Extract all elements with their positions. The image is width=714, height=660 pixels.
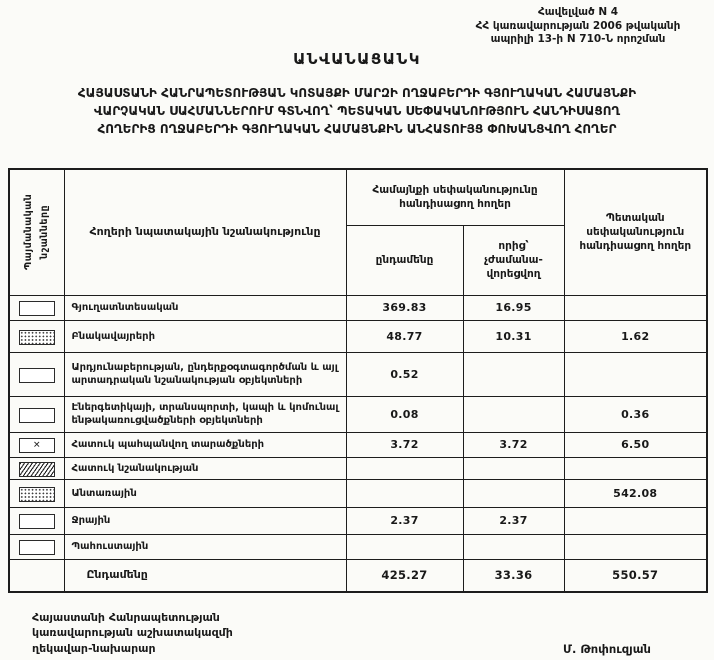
community-ofwhich-cell [463,534,564,559]
table-row [9,457,707,479]
community-ofwhich-cell: 16.95 [463,295,564,320]
symbols-column-header [9,169,64,295]
appendix-line-1: Հավելված N 4 [537,6,619,18]
land-category-label: Էներգետիկայի, տրանսպորտի, կապի և կոմունալ ենթակառուցվածքների օբյեկտների [64,396,346,432]
community-total-header: ընդամենը [346,225,463,295]
legend-swatch [19,438,55,453]
community-total-cell: 3.72 [346,432,463,457]
appendix-line-3: ապրիլի 13-ի N 710-Ն որոշման [490,33,666,46]
table-row [9,432,707,457]
legend-cell [9,507,64,534]
community-total-cell: 48.77 [346,320,463,352]
table-row [9,352,707,396]
legend-swatch [19,487,55,502]
table-row [9,320,707,352]
subtitle-line-2: ՎԱՐՉԱԿԱՆ ՍԱՀՄԱՆՆԵՐՈՒՄ ԳՏՆՎՈՂ՝ ՊԵՏԱԿԱՆ ՍԵՓԱԿԱՆՈՒԹՅՈՒՆ ՀԱՆԴԻՍԱՑՈՂ [93,104,621,118]
land-category-label: Ջրային [64,507,346,534]
ofwhich-header-line-2: վորեցվող [486,268,541,281]
symbols-header-label: Պայմանական նշանները [22,194,50,271]
total-label: Ընդամենը [64,559,346,592]
legend-swatch [19,540,55,555]
table-row [9,534,707,559]
document-subtitle [0,84,714,138]
total-community-ofwhich-cell: 33.36 [463,559,564,592]
total-state-cell: 550.57 [564,559,707,592]
total-community-total-cell: 425.27 [346,559,463,592]
land-category-label: Արդյունաբերության, ընդերքօգտագործման և այլ արտադրական նշանակության օբյեկտների [64,352,346,396]
legend-cell [9,432,64,457]
table-row [9,479,707,507]
land-category-label: Գյուղատնտեսական [64,295,346,320]
land-category-label: Պահուստային [64,534,346,559]
legend-cell [9,396,64,432]
land-allocation-table [8,168,708,593]
community-total-cell: 0.52 [346,352,463,396]
purpose-column-header: Հողերի նպատակային նշանակությունը [64,169,346,295]
community-ofwhich-header [463,225,564,295]
signature-line-1: Հայաստանի Հանրապետության [32,611,220,624]
community-ofwhich-cell: 10.31 [463,320,564,352]
community-ofwhich-cell [463,352,564,396]
state-cell [564,507,707,534]
state-cell: 1.62 [564,320,707,352]
legend-swatch [19,462,55,477]
community-group-header: Համայնքի սեփականությունը հանդիսացող հողեր [346,169,564,225]
table-row [9,295,707,320]
legend-cell [9,457,64,479]
legend-swatch [19,514,55,529]
state-cell: 6.50 [564,432,707,457]
state-cell: 0.36 [564,396,707,432]
legend-cell [9,479,64,507]
community-total-cell: 0.08 [346,396,463,432]
table-row [9,507,707,534]
ofwhich-header-line-1: որից՝ չժամանա- [484,239,543,266]
state-cell [564,352,707,396]
legend-cell [9,534,64,559]
community-total-cell [346,479,463,507]
signature-block [32,610,233,656]
signature-line-3: ղեկավար-նախարար [32,641,156,655]
land-category-label: Անտառային [64,479,346,507]
legend-swatch [19,408,55,423]
community-ofwhich-cell: 2.37 [463,507,564,534]
community-ofwhich-cell [463,457,564,479]
legend-cell-empty [9,559,64,592]
subtitle-line-1: ՀԱՅԱՍՏԱՆԻ ՀԱՆՐԱՊԵՏՈՒԹՅԱՆ ԿՈՏԱՅՔԻ ՄԱՐԶԻ ՈՂՋԱԲԵՐԴԻ ԳՅՈՒՂԱԿԱՆ ՀԱՄԱՅՆՔԻ [77,86,637,100]
community-ofwhich-cell [463,479,564,507]
signatory-name: Մ. Թոփուզյան [563,642,651,656]
subtitle-line-3: ՀՈՂԵՐԻՑ ՈՂՋԱԲԵՐԴԻ ԳՅՈՒՂԱԿԱՆ ՀԱՄԱՅՆՔԻՆ ԱՆՀԱՏՈՒՅՑ ՓՈԽԱՆՑՎՈՂ ՀՈՂԵՐ [97,122,617,136]
legend-cell [9,295,64,320]
total-row [9,559,707,592]
table-header-row-1 [9,169,707,225]
appendix-line-2: ՀՀ կառավարության 2006 թվականի [475,19,681,32]
community-total-cell: 2.37 [346,507,463,534]
community-total-cell [346,457,463,479]
land-category-label: Բնակավայրերի [64,320,346,352]
community-ofwhich-cell [463,396,564,432]
page-title: ԱՆՎԱՆԱՑԱՆԿ [293,50,421,68]
legend-swatch [19,368,55,383]
legend-cell [9,352,64,396]
community-ofwhich-cell: 3.72 [463,432,564,457]
state-cell: 542.08 [564,479,707,507]
community-total-cell [346,534,463,559]
state-cell [564,295,707,320]
state-cell [564,457,707,479]
table-row [9,396,707,432]
state-cell [564,534,707,559]
appendix-note [448,6,708,47]
community-total-cell: 369.83 [346,295,463,320]
legend-swatch [19,330,55,345]
legend-swatch [19,301,55,316]
signature-line-2: կառավարության աշխատակազմի [32,626,233,640]
land-category-label: Հատուկ պահպանվող տարածքների [64,432,346,457]
land-category-label: Հատուկ նշանակության [64,457,346,479]
legend-cell [9,320,64,352]
state-column-header: Պետական սեփականություն հանդիսացող հողեր [564,169,707,295]
